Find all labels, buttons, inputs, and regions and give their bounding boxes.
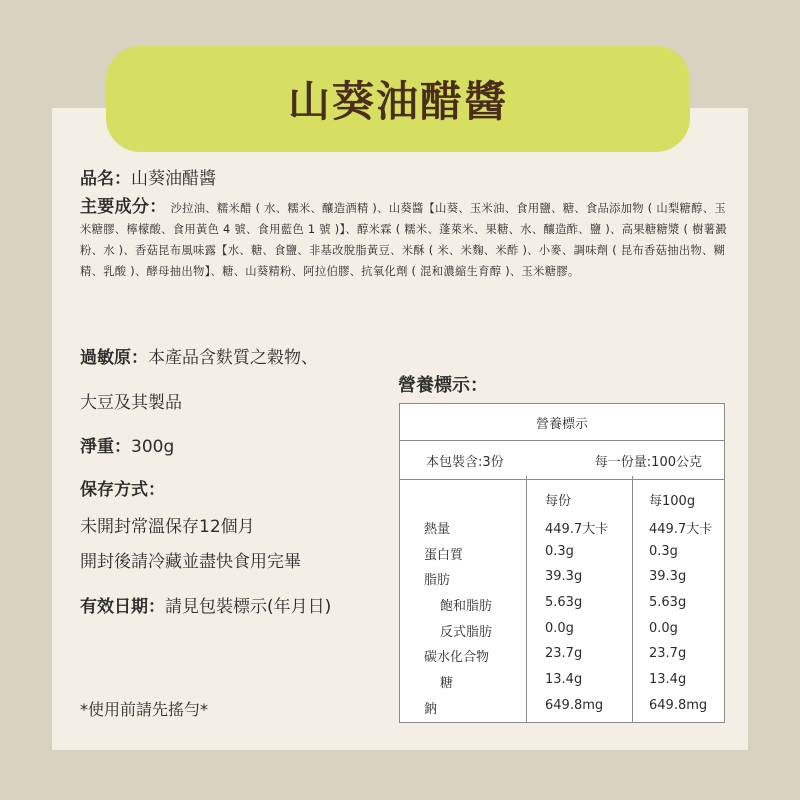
per-serving-value: 449.7大卡 (545, 522, 609, 537)
per-serving-value: 0.0g (545, 620, 574, 636)
expiry-value: 請見包裝標示(年月日) (165, 597, 332, 617)
expiry-row (80, 592, 331, 617)
nutrient-name: 脂肪 (424, 573, 451, 589)
per-serving-value: 649.8mg (545, 697, 604, 713)
per-100g-value: 0.0g (649, 620, 678, 636)
ingredients-label: 主要成分： (80, 197, 167, 217)
nutrient-name: 碳水化合物 (424, 650, 490, 666)
per-serving-value: 13.4g (545, 672, 583, 688)
nutrition-row (400, 591, 724, 617)
expiry-label: 有效日期： (80, 597, 165, 617)
servings-per-package: 本包裝含:3份 (426, 454, 504, 470)
nutrition-row (400, 668, 724, 694)
per-serving-value: 23.7g (545, 646, 583, 662)
nutrition-column-headers (400, 486, 724, 514)
product-name-row (80, 164, 216, 189)
nutrient-name: 鈉 (424, 701, 438, 717)
nutrient-name: 飽和脂肪 (440, 599, 493, 615)
nutrition-serving-row (400, 441, 724, 480)
net-weight-label: 淨重： (80, 437, 131, 457)
product-name-value: 山葵油醋醬 (131, 169, 216, 189)
nutrition-row (400, 642, 724, 668)
nutrition-row (400, 540, 724, 566)
nutrition-box-title: 營養標示 (400, 404, 724, 441)
nutrient-name: 反式脂肪 (440, 624, 493, 640)
net-weight-row (80, 432, 174, 457)
ingredients-block (80, 197, 730, 282)
nutrition-row (400, 694, 724, 720)
nutrient-name: 熱量 (424, 522, 451, 537)
per-serving-value: 5.63g (545, 595, 583, 611)
serving-size: 每一份量:100公克 (594, 454, 702, 470)
storage-line1: 未開封常溫保存12個月 (80, 517, 255, 537)
per-serving-value: 39.3g (545, 569, 583, 585)
col-per-serving-header: 每份 (545, 494, 572, 509)
ingredients-text: 沙拉油、糯米醋 ( 水、糯米、釀造酒精 )、山葵醬【山葵、玉米油、食用鹽、糖、食品添加物 ( 山梨糖醇、玉米糖膠、檸檬酸、食用黃色 4 號、食用藍色 1 號 )】、醇米霖 ( 糯米、蓬萊米、果糖、水、釀造酢、鹽 )、高果糖糖漿 ( 樹薯澱粉、水 )、香菇昆布風味露【水、糖、食鹽、非基改脫脂黃豆、米酥 ( 米、米麴、米酢 )、小麥、調味劑 ( 昆布香菇抽出物、糊精、乳酸 )、酵母抽出物】、糖、山葵精粉、阿拉伯膠、抗氧化劑 ( 混和濃縮生育醇 )、玉米糖膠。 (80, 202, 727, 278)
net-weight-value: 300g (131, 437, 175, 457)
footer-note: *使用前請先搖勻* (80, 700, 209, 719)
storage-label: 保存方式： (80, 480, 165, 500)
col-per-100g-header: 每100g (649, 494, 696, 509)
storage-line2: 開封後請冷藏並盡快食用完畢 (80, 552, 301, 572)
nutrition-table (399, 403, 725, 723)
title-banner (106, 46, 690, 152)
nutrition-row (400, 514, 724, 540)
allergen-line1: 本產品含麩質之穀物、 (148, 348, 318, 368)
allergen-label: 過敏原： (80, 348, 148, 368)
per-100g-value: 39.3g (649, 569, 687, 585)
per-100g-value: 13.4g (649, 672, 687, 688)
allergen-line2: 大豆及其製品 (80, 393, 182, 413)
per-100g-value: 5.63g (649, 595, 687, 611)
nutrition-row (400, 617, 724, 643)
per-100g-value: 0.3g (649, 543, 678, 559)
nutrition-rows (400, 486, 724, 720)
nutrient-name: 糖 (440, 676, 454, 692)
product-name-label: 品名： (80, 169, 131, 189)
nutrition-section-title: 營養標示： (398, 375, 488, 396)
page-title: 山葵油醋醬 (287, 77, 508, 126)
per-100g-value: 649.8mg (649, 697, 708, 713)
per-100g-value: 449.7大卡 (649, 522, 713, 537)
allergen-row (80, 343, 318, 368)
per-serving-value: 0.3g (545, 543, 574, 559)
per-100g-value: 23.7g (649, 646, 687, 662)
nutrition-row (400, 565, 724, 591)
nutrient-name: 蛋白質 (424, 547, 464, 563)
